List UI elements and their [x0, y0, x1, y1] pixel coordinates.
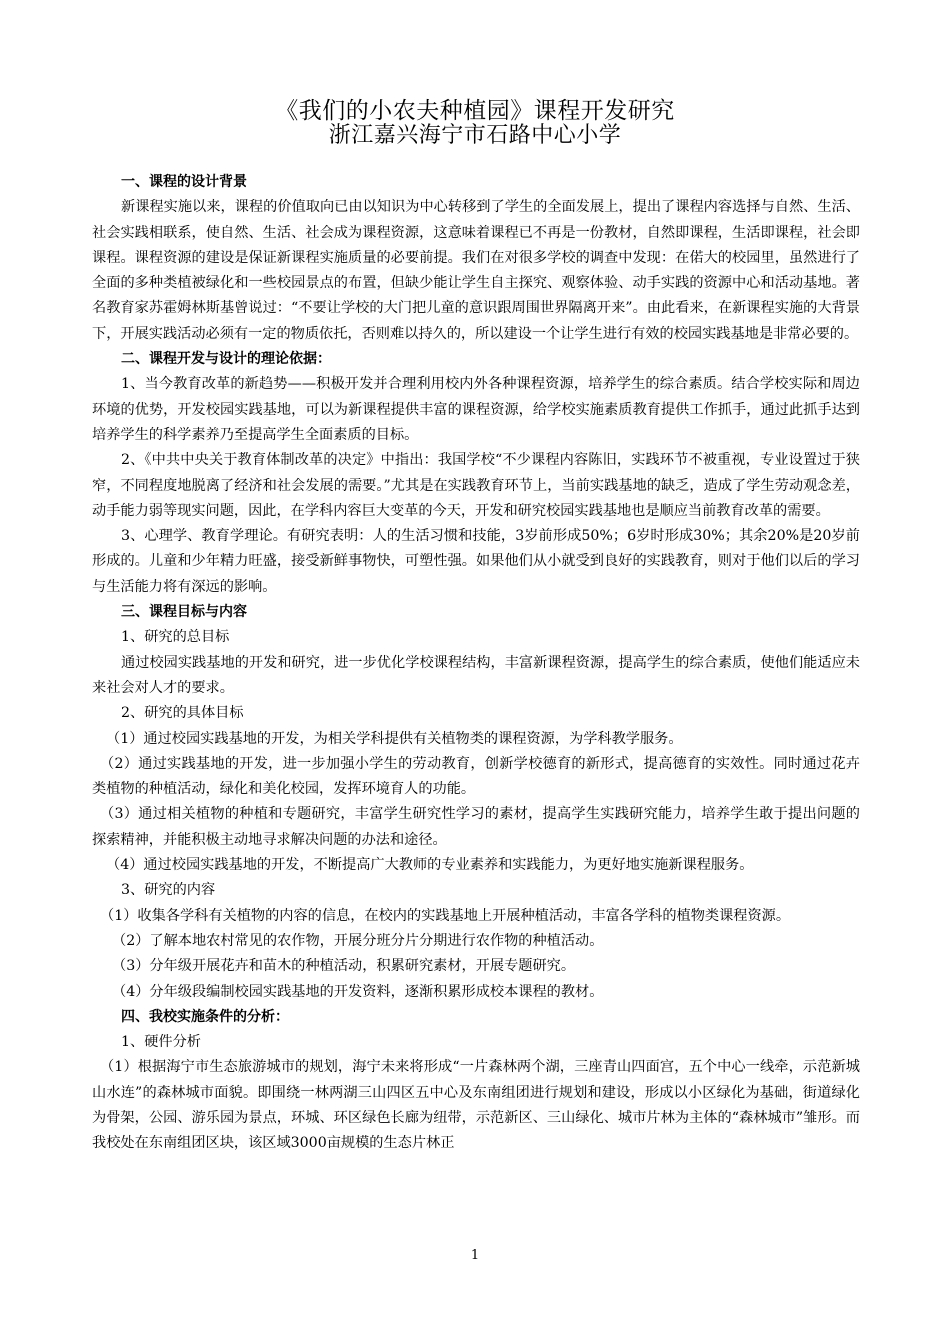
- subheading: 3、研究的内容: [121, 882, 216, 899]
- list-item: （1）通过校园实践基地的开发，为相关学科提供有关植物类的课程资源，为学科教学服务。: [106, 730, 683, 747]
- paragraph: 2、《中共中央关于教育体制改革的决定》中指出：我国学校“不少课程内容陈旧，实践环节不被重视，专业设置过于狭窄，不同程度地脱离了经济和社会发展的需要。”尤其是在实践教育环节上，当前实践基地的缺乏，造成了学生劳动观念差，动手能力弱等现实问题，因此，在学科内容巨大变革的今天，开发和研究校园实践基地也是顺应当前教育改革的需要。: [92, 452, 860, 519]
- document-title: 《我们的小农夫种植园》课程开发研究: [275, 98, 675, 124]
- paragraph: 新课程实施以来，课程的价值取向已由以知识为中心转移到了学生的全面发展上，提出了课程内容选择与自然、生活、社会实践相联系，使自然、生活、社会成为课程资源，这意味着课程已不再是一份教材，自然即课程，生活即课程，社会即课程。课程资源的建设是保证新课程实施质量的必要前提。我们在对很多学校的调查中发现：在偌大的校园里，虽然进行了全面的多种类植被绿化和一些校园景点的布置，但缺少能让学生自主探究、观察体验、动手实践的资源中心和活动基地。著名教育家苏霍姆林斯基曾说过：“不要让学校的大门把儿童的意识跟周围世界隔离开来”。由此看来，在新课程实施的大背景下，开展实践活动必须有一定的物质依托，否则难以持久的，所以建设一个让学生进行有效的校园实践基地是非常必要的。: [92, 199, 860, 342]
- list-item: （2）了解本地农村常见的农作物，开展分班分片分期进行农作物的种植活动。: [112, 932, 604, 949]
- list-item: （1）收集各学科有关植物的内容的信息，在校内的实践基地上开展种植活动，丰富各学科的植物类课程资源。: [100, 907, 791, 924]
- subheading: 1、研究的总目标: [121, 629, 230, 646]
- list-item: （2）通过实践基地的开发，进一步加强小学生的劳动教育，创新学校德育的新形式，提高德育的实效性。同时通过花卉类植物的种植活动，绿化和美化校园，发挥环境育人的功能。: [92, 755, 860, 798]
- section-heading: 二、课程开发与设计的理论依据：: [121, 351, 331, 368]
- list-item: （3）分年级开展花卉和苗木的种植活动，积累研究素材，开展专题研究。: [112, 958, 576, 975]
- list-item: （4）分年级段编制校园实践基地的开发资料，逐渐积累形成校本课程的教材。: [112, 983, 604, 1000]
- document-subtitle: 浙江嘉兴海宁市石路中心小学: [328, 123, 622, 148]
- subheading: 2、研究的具体目标: [121, 705, 244, 722]
- section-heading: 四、我校实施条件的分析：: [121, 1008, 289, 1025]
- list-item: （4）通过校园实践基地的开发，不断提高广大教师的专业素养和实践能力，为更好地实施新课程服务。: [106, 857, 754, 874]
- paragraph: 1、当今教育改革的新趋势——积极开发并合理利用校内外各种课程资源，培养学生的综合素质。结合学校实际和周边环境的优势，开发校园实践基地，可以为新课程提供丰富的课程资源，给学校实施素质教育提供工作抓手，通过此抓手达到培养学生的科学素养乃至提高学生全面素质的目标。: [92, 376, 860, 443]
- paragraph: 3、心理学、教育学理论。有研究表明：人的生活习惯和技能，3岁前形成50%；6岁时形成30%；其余20%是20岁前形成的。儿童和少年精力旺盛，接受新鲜事物快，可塑性强。如果他们从小就受到良好的实践教育，则对于他们以后的学习与生活能力将有深远的影响。: [92, 528, 860, 595]
- subheading: 1、硬件分析: [121, 1034, 201, 1051]
- list-item: （3）通过相关植物的种植和专题研究，丰富学生研究性学习的素材，提高学生实践研究能力，培养学生敢于提出问题的探索精神，并能积极主动地寻求解决问题的办法和途径。: [92, 806, 860, 848]
- paragraph: 通过校园实践基地的开发和研究，进一步优化学校课程结构，丰富新课程资源，提高学生的综合素质，使他们能适应未来社会对人才的要求。: [92, 654, 860, 696]
- section-heading: 三、课程目标与内容: [121, 604, 247, 621]
- section-heading: 一、课程的设计背景: [121, 174, 247, 190]
- page-number: 1: [470, 1248, 480, 1263]
- document-body: [92, 170, 860, 1157]
- list-item: （1）根据海宁市生态旅游城市的规划，海宁未来将形成“一片森林两个湖，三座青山四面宫，五个中心一线牵，示范新城山水连”的森林城市面貌。即围绕一林两湖三山四区五中心及东南组团进行规划和建设，形成以小区绿化为基础，街道绿化为骨架，公园、游乐园为景点，环城、环区绿色长廊为纽带，示范新区、三山绿化、城市片林为主体的“森林城市”雏形。而我校处在东南组团区块，该区域3000亩规模的生态片林正: [92, 1059, 860, 1152]
